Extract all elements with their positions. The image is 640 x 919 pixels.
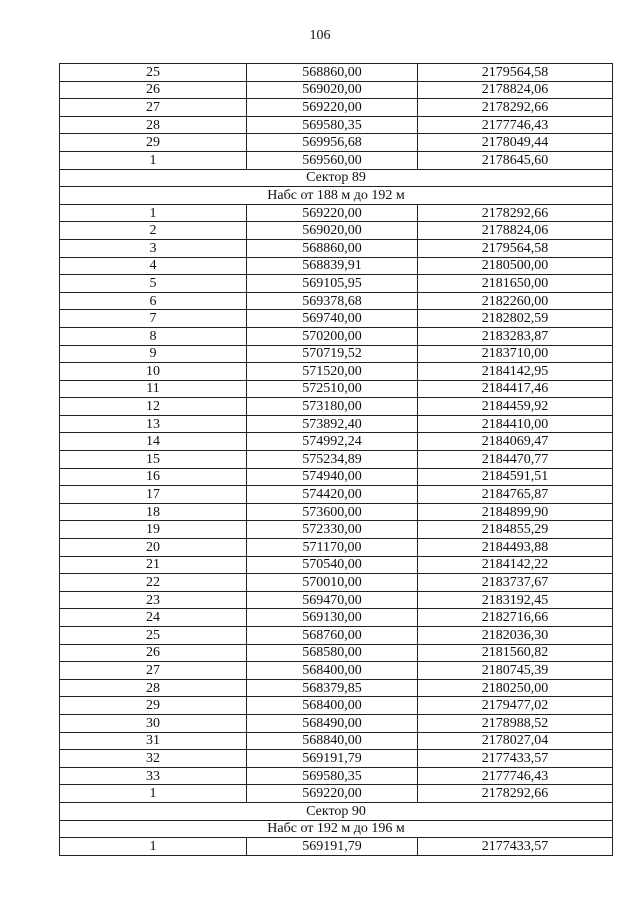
table-row: [60, 486, 613, 504]
y-coordinate: 2180745,39: [418, 662, 613, 680]
y-coordinate: 2179477,02: [418, 697, 613, 715]
x-coordinate: 569740,00: [247, 310, 418, 328]
x-coordinate: 569020,00: [247, 81, 418, 99]
y-coordinate: 2177433,57: [418, 750, 613, 768]
x-coordinate: 568379,85: [247, 679, 418, 697]
y-coordinate: 2180500,00: [418, 257, 613, 275]
point-number: 1: [60, 838, 247, 856]
point-number: 27: [60, 99, 247, 117]
x-coordinate: 568760,00: [247, 627, 418, 645]
point-number: 26: [60, 644, 247, 662]
sector-title: [60, 802, 613, 820]
table-row: [60, 732, 613, 750]
y-coordinate: 2184591,51: [418, 468, 613, 486]
table-row: [60, 662, 613, 680]
point-number: 14: [60, 433, 247, 451]
table-row: [60, 750, 613, 768]
y-coordinate: 2183283,87: [418, 327, 613, 345]
table-row: [60, 468, 613, 486]
y-coordinate: 2183710,00: [418, 345, 613, 363]
x-coordinate: 575234,89: [247, 451, 418, 469]
y-coordinate: 2177746,43: [418, 116, 613, 134]
x-coordinate: 571170,00: [247, 539, 418, 557]
point-number: 17: [60, 486, 247, 504]
table-row: [60, 81, 613, 99]
table-row: [60, 838, 613, 856]
x-coordinate: 568860,00: [247, 239, 418, 257]
point-number: 5: [60, 275, 247, 293]
point-number: 6: [60, 292, 247, 310]
table-row: [60, 292, 613, 310]
point-number: 29: [60, 697, 247, 715]
y-coordinate: 2183737,67: [418, 574, 613, 592]
y-coordinate: 2178292,66: [418, 785, 613, 803]
point-number: 33: [60, 767, 247, 785]
sector-height-range: [60, 187, 613, 205]
x-coordinate: 569470,00: [247, 591, 418, 609]
x-coordinate: 569220,00: [247, 785, 418, 803]
table-row: [60, 609, 613, 627]
y-coordinate: 2181650,00: [418, 275, 613, 293]
y-coordinate: 2183192,45: [418, 591, 613, 609]
y-coordinate: 2178027,04: [418, 732, 613, 750]
y-coordinate: 2182802,59: [418, 310, 613, 328]
y-coordinate: 2184765,87: [418, 486, 613, 504]
point-number: 1: [60, 151, 247, 169]
coordinates-table-body: [60, 64, 613, 856]
x-coordinate: 568400,00: [247, 662, 418, 680]
y-coordinate: 2178824,06: [418, 222, 613, 240]
table-row: [60, 116, 613, 134]
x-coordinate: 569560,00: [247, 151, 418, 169]
point-number: 20: [60, 539, 247, 557]
point-number: 28: [60, 116, 247, 134]
y-coordinate: 2184142,22: [418, 556, 613, 574]
table-row: [60, 539, 613, 557]
point-number: 2: [60, 222, 247, 240]
y-coordinate: 2184493,88: [418, 539, 613, 557]
x-coordinate: 568860,00: [247, 64, 418, 82]
point-number: 22: [60, 574, 247, 592]
point-number: 18: [60, 503, 247, 521]
point-number: 1: [60, 785, 247, 803]
x-coordinate: 568580,00: [247, 644, 418, 662]
point-number: 9: [60, 345, 247, 363]
table-row: [60, 257, 613, 275]
point-number: 4: [60, 257, 247, 275]
sector-height-range-cell: Набс от 192 м до 196 м: [60, 820, 613, 838]
x-coordinate: 569956,68: [247, 134, 418, 152]
table-row: [60, 204, 613, 222]
x-coordinate: 569580,35: [247, 767, 418, 785]
y-coordinate: 2184417,46: [418, 380, 613, 398]
table-row: [60, 380, 613, 398]
table-row: [60, 99, 613, 117]
y-coordinate: 2178988,52: [418, 714, 613, 732]
x-coordinate: 570540,00: [247, 556, 418, 574]
point-number: 3: [60, 239, 247, 257]
table-row: [60, 222, 613, 240]
x-coordinate: 568840,00: [247, 732, 418, 750]
y-coordinate: 2178824,06: [418, 81, 613, 99]
coordinates-table: [59, 63, 613, 856]
table-row: [60, 451, 613, 469]
x-coordinate: 572330,00: [247, 521, 418, 539]
table-row: [60, 785, 613, 803]
x-coordinate: 568490,00: [247, 714, 418, 732]
x-coordinate: 569130,00: [247, 609, 418, 627]
y-coordinate: 2178049,44: [418, 134, 613, 152]
x-coordinate: 570200,00: [247, 327, 418, 345]
point-number: 21: [60, 556, 247, 574]
point-number: 19: [60, 521, 247, 539]
y-coordinate: 2177433,57: [418, 838, 613, 856]
point-number: 25: [60, 627, 247, 645]
x-coordinate: 574992,24: [247, 433, 418, 451]
table-row: [60, 310, 613, 328]
table-row: [60, 433, 613, 451]
table-row: [60, 574, 613, 592]
sector-title-cell: Сектор 89: [60, 169, 613, 187]
x-coordinate: 569580,35: [247, 116, 418, 134]
y-coordinate: 2184069,47: [418, 433, 613, 451]
point-number: 1: [60, 204, 247, 222]
table-row: [60, 398, 613, 416]
x-coordinate: 570010,00: [247, 574, 418, 592]
point-number: 24: [60, 609, 247, 627]
x-coordinate: 569378,68: [247, 292, 418, 310]
table-row: [60, 275, 613, 293]
x-coordinate: 574420,00: [247, 486, 418, 504]
y-coordinate: 2182260,00: [418, 292, 613, 310]
y-coordinate: 2178645,60: [418, 151, 613, 169]
x-coordinate: 569191,79: [247, 750, 418, 768]
table-row: [60, 644, 613, 662]
y-coordinate: 2179564,58: [418, 64, 613, 82]
sector-height-range: [60, 820, 613, 838]
x-coordinate: 569105,95: [247, 275, 418, 293]
y-coordinate: 2178292,66: [418, 204, 613, 222]
sector-title-cell: Сектор 90: [60, 802, 613, 820]
point-number: 27: [60, 662, 247, 680]
x-coordinate: 573180,00: [247, 398, 418, 416]
x-coordinate: 569220,00: [247, 99, 418, 117]
y-coordinate: 2179564,58: [418, 239, 613, 257]
table-row: [60, 64, 613, 82]
table-row: [60, 714, 613, 732]
x-coordinate: 571520,00: [247, 363, 418, 381]
point-number: 29: [60, 134, 247, 152]
x-coordinate: 568839,91: [247, 257, 418, 275]
y-coordinate: 2181560,82: [418, 644, 613, 662]
table-row: [60, 345, 613, 363]
table-row: [60, 134, 613, 152]
table-row: [60, 521, 613, 539]
point-number: 30: [60, 714, 247, 732]
sector-title: [60, 169, 613, 187]
page-number: 106: [309, 28, 331, 43]
x-coordinate: 569191,79: [247, 838, 418, 856]
point-number: 25: [60, 64, 247, 82]
x-coordinate: 570719,52: [247, 345, 418, 363]
point-number: 12: [60, 398, 247, 416]
point-number: 8: [60, 327, 247, 345]
table-row: [60, 327, 613, 345]
y-coordinate: 2178292,66: [418, 99, 613, 117]
point-number: 10: [60, 363, 247, 381]
y-coordinate: 2184142,95: [418, 363, 613, 381]
point-number: 15: [60, 451, 247, 469]
table-row: [60, 151, 613, 169]
x-coordinate: 569020,00: [247, 222, 418, 240]
y-coordinate: 2177746,43: [418, 767, 613, 785]
table-row: [60, 415, 613, 433]
point-number: 31: [60, 732, 247, 750]
point-number: 7: [60, 310, 247, 328]
y-coordinate: 2182716,66: [418, 609, 613, 627]
sector-height-range-cell: Набс от 188 м до 192 м: [60, 187, 613, 205]
point-number: 23: [60, 591, 247, 609]
table-row: [60, 679, 613, 697]
point-number: 13: [60, 415, 247, 433]
y-coordinate: 2184459,92: [418, 398, 613, 416]
table-row: [60, 767, 613, 785]
table-row: [60, 556, 613, 574]
x-coordinate: 574940,00: [247, 468, 418, 486]
y-coordinate: 2182036,30: [418, 627, 613, 645]
x-coordinate: 569220,00: [247, 204, 418, 222]
point-number: 16: [60, 468, 247, 486]
table-row: [60, 591, 613, 609]
point-number: 26: [60, 81, 247, 99]
point-number: 11: [60, 380, 247, 398]
y-coordinate: 2184410,00: [418, 415, 613, 433]
y-coordinate: 2184470,77: [418, 451, 613, 469]
table-row: [60, 239, 613, 257]
x-coordinate: 573600,00: [247, 503, 418, 521]
point-number: 28: [60, 679, 247, 697]
table-row: [60, 503, 613, 521]
x-coordinate: 573892,40: [247, 415, 418, 433]
y-coordinate: 2180250,00: [418, 679, 613, 697]
table-row: [60, 697, 613, 715]
x-coordinate: 572510,00: [247, 380, 418, 398]
y-coordinate: 2184855,29: [418, 521, 613, 539]
table-row: [60, 627, 613, 645]
y-coordinate: 2184899,90: [418, 503, 613, 521]
table-row: [60, 363, 613, 381]
point-number: 32: [60, 750, 247, 768]
x-coordinate: 568400,00: [247, 697, 418, 715]
